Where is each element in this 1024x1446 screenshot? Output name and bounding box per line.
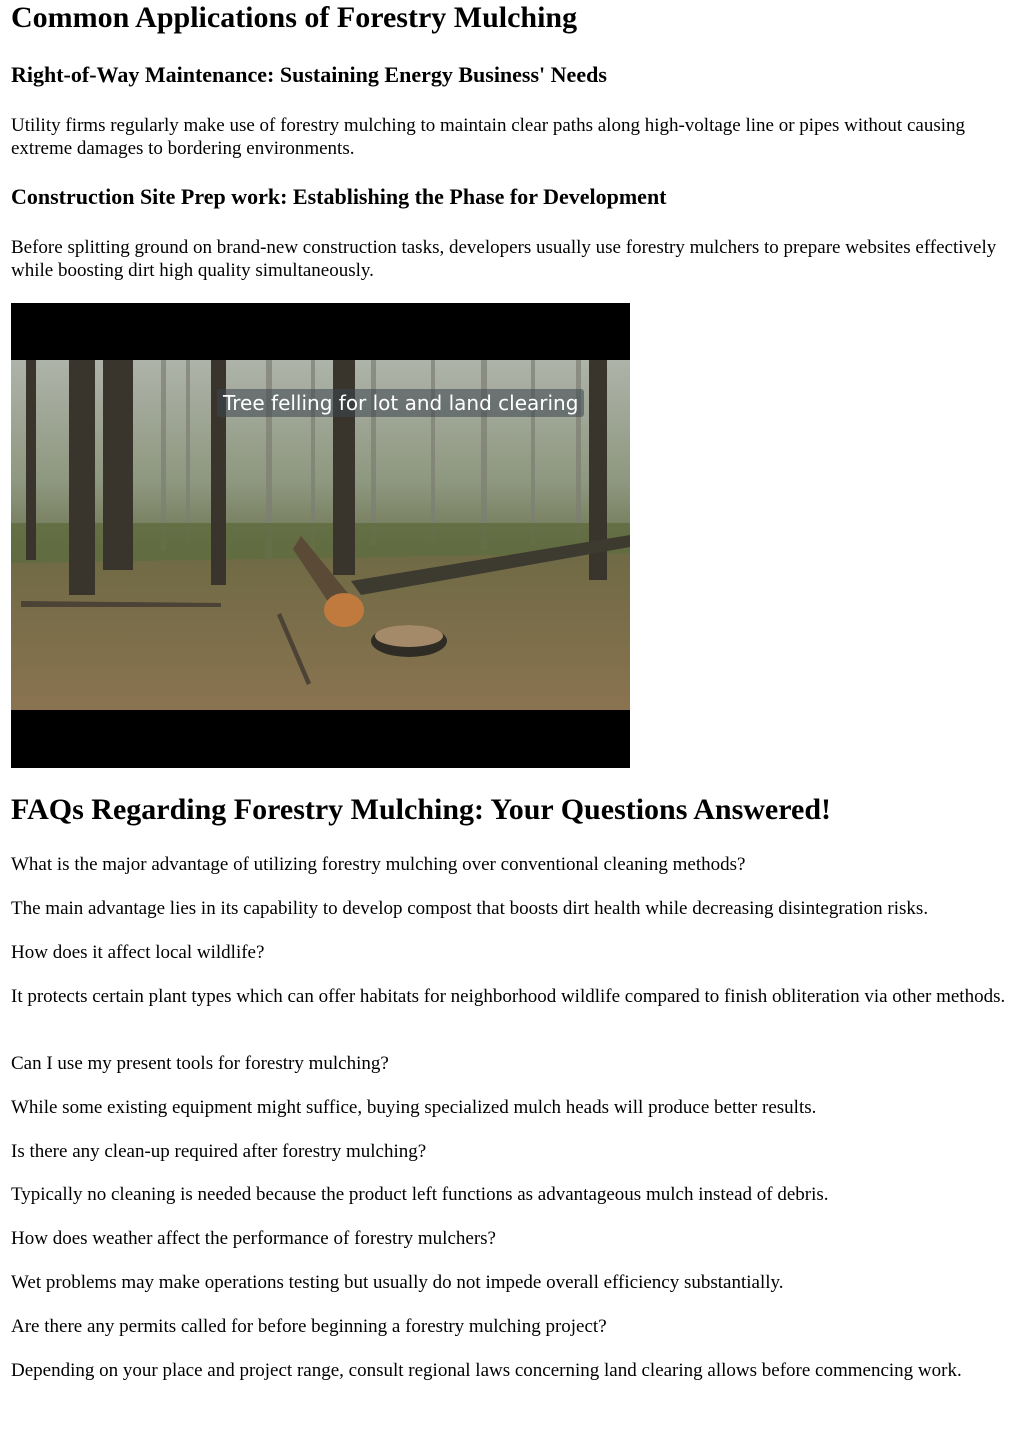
faq-answer: Depending on your place and project range, consult regional laws concerning land clearing allows before commencing work.: [11, 1360, 962, 1381]
faq-title: FAQs Regarding Forestry Mulching: Your Questions Answered!: [11, 793, 832, 826]
paragraph-construction: Before splitting ground on brand-new construction tasks, developers usually use forestry mulchers to prepare websites effectively while boosting dirt high quality simultaneously.: [11, 237, 997, 281]
faq-answer: While some existing equipment might suffice, buying specialized mulch heads will produce better results.: [11, 1097, 817, 1118]
faq-question: Can I use my present tools for forestry mulching?: [11, 1053, 389, 1074]
faq-answer: The main advantage lies in its capability to develop compost that boosts dirt health while decreasing disintegration risks.: [11, 898, 929, 919]
faq-answer: It protects certain plant types which can offer habitats for neighborhood wildlife compared to finish obliteration via other methods.: [11, 986, 1006, 1007]
video-embed[interactable]: [11, 303, 630, 768]
faq-question: Is there any clean-up required after forestry mulching?: [11, 1141, 427, 1162]
faq-question: What is the major advantage of utilizing forestry mulching over conventional cleaning methods?: [11, 854, 746, 875]
video-thumbnail-image: [11, 303, 630, 768]
faq-answer: Wet problems may make operations testing but usually do not impede overall efficiency substantially.: [11, 1272, 784, 1293]
faq-question: How does weather affect the performance of forestry mulchers?: [11, 1228, 496, 1249]
faq-question: Are there any permits called for before beginning a forestry mulching project?: [11, 1316, 607, 1337]
section-title: Common Applications of Forestry Mulching: [11, 1, 578, 34]
video-caption: Tree felling for lot and land clearing: [217, 389, 584, 417]
subheading-construction: Construction Site Prep work: Establishing the Phase for Development: [11, 184, 667, 209]
faq-question: How does it affect local wildlife?: [11, 942, 265, 963]
subheading-right-of-way: Right-of-Way Maintenance: Sustaining Energy Business' Needs: [11, 62, 607, 87]
paragraph-right-of-way: Utility firms regularly make use of forestry mulching to maintain clear paths along high-voltage line or pipes without causing extreme damages to bordering environments.: [11, 115, 965, 159]
faq-answer: Typically no cleaning is needed because the product left functions as advantageous mulch instead of debris.: [11, 1184, 829, 1205]
